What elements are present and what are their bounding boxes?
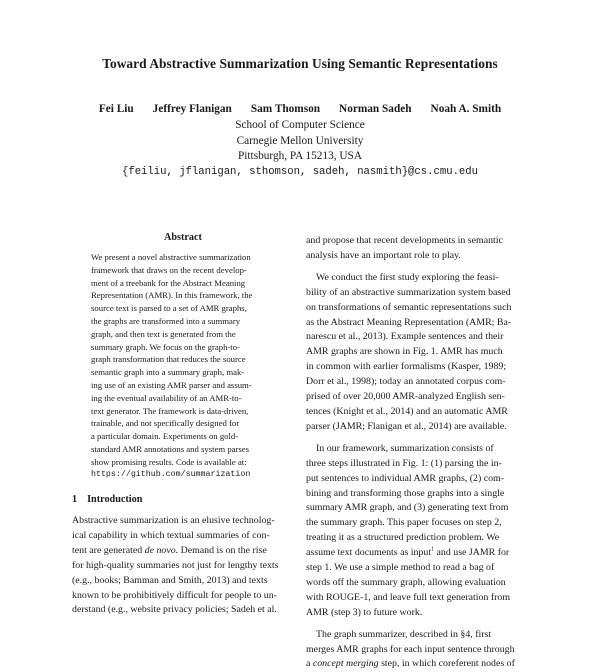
affiliation-university: Carnegie Mellon University (236, 135, 364, 147)
body-line: treating it as a structured prediction problem. We (306, 532, 500, 544)
paper-title: Toward Abstractive Summarization Using Semantic Representations (102, 56, 498, 71)
footnote-marker[interactable]: 1 (431, 546, 435, 553)
body-line: AMR graphs are shown in Fig. 1. AMR has much (306, 346, 503, 358)
author-name: Noah A. Smith (430, 103, 502, 115)
section-heading-introduction (72, 494, 142, 505)
body-line: in common with earlier formalisms (Kasper, 1989; (306, 361, 507, 373)
body-line: tent are generated de novo. Demand is on the rise (72, 544, 267, 556)
right-column-text (306, 234, 528, 672)
body-line: for high-quality summaries not just for lengthy texts (72, 559, 279, 571)
abstract-line: ing use of an existing AMR parser and assum- (91, 379, 252, 390)
abstract-line: standard AMR annotations and system parses (91, 443, 250, 454)
body-line: the summary graph. This paper focuses on step 2, (306, 517, 502, 529)
author-emails: {feiliu, jflanigan, sthomson, sadeh, nasmith}@cs.cmu.edu (121, 166, 478, 178)
abstract-line: show promising results. Code is available at: (91, 456, 247, 467)
section-number: 1 (72, 494, 78, 505)
abstract-line: graph, and then text is generated from the (91, 328, 236, 339)
body-line: (e.g., books; Bamman and Smith, 2013) and texts (72, 574, 268, 586)
body-line: ical capability in which textual summaries of con- (72, 529, 270, 541)
abstract-line: We present a novel abstractive summarization (91, 252, 251, 262)
body-line: and propose that recent developments in semantic (306, 235, 503, 246)
author-name: Norman Sadeh (339, 103, 412, 115)
abstract-line: a particular domain. Experiments on gold- (91, 431, 239, 442)
abstract-line: framework that draws on the recent develop- (91, 264, 247, 275)
body-line: prised of over 20,000 AMR-analyzed English sen- (306, 391, 505, 403)
body-line: on transformations of semantic representations such (306, 301, 512, 313)
body-line: We conduct the first study exploring the feasi- (316, 271, 499, 283)
section-title: Introduction (87, 494, 143, 505)
body-line: summary AMR graph, and (3) generating text from (306, 502, 509, 514)
body-line: words off the summary graph, allowing evaluation (306, 576, 506, 588)
affiliation-dept: School of Computer Science (235, 119, 365, 131)
abstract-line: ing the eventual availability of an AMR-to- (91, 392, 242, 403)
abstract-line: source text is parsed to a set of AMR graphs, (91, 303, 247, 314)
emphasis-text: de novo (144, 544, 176, 556)
author-name: Fei Liu (98, 103, 134, 115)
body-line: merges AMR graphs for each input sentence through (306, 643, 515, 655)
body-line: known to be prohibitively difficult for people to un- (72, 589, 277, 601)
body-line: a concept merging step, in which coreferent nodes of (306, 658, 515, 670)
abstract-line: ment of a treebank for the Abstract Meaning (91, 277, 246, 288)
body-line: tences (Knight et al., 2014) and an automatic AMR (306, 405, 508, 417)
body-line: narescu et al., 2013). Example sentences and their (306, 331, 504, 343)
body-line: In our framework, summarization consists of (316, 442, 494, 454)
author-list (0, 103, 600, 115)
body-line: three steps illustrated in Fig. 1: (1) parsing the in- (306, 457, 502, 469)
abstract-line: graph transformation that reduces the source (91, 354, 246, 365)
body-line: parser (JAMR; Flanigan et al., 2014) are available. (306, 420, 507, 432)
body-line: Abstractive summarization is an elusive technolog- (72, 515, 275, 526)
author-name: Sam Thomson (250, 103, 321, 115)
body-line: bining and transforming those graphs into a single (306, 487, 505, 499)
body-line: with ROUGE-1, and leave full text generation from (306, 591, 511, 603)
body-line: assume text documents as input$^1$ and use JAMR for (306, 546, 510, 559)
abstract-line: Representation (AMR). In this framework, the (91, 290, 253, 301)
body-line: Dorr et al., 1998); today an annotated corpus com- (306, 376, 506, 388)
author-name: Jeffrey Flanigan (152, 103, 232, 115)
abstract-heading: Abstract (164, 232, 202, 243)
abstract-line: trainable, and not specifically designed for (91, 418, 240, 429)
abstract-line: semantic graph into a summary graph, mak- (91, 367, 245, 378)
abstract-body (91, 251, 275, 481)
body-line: step 1. We use a simple method to read a bag of (306, 562, 495, 574)
body-line: The graph summarizer, described in §4, first (316, 628, 492, 640)
body-line: put sentences to individual AMR graphs, (2) com- (306, 472, 505, 484)
left-column-text (72, 514, 294, 618)
body-line: AMR (step 3) to future work. (306, 606, 423, 618)
abstract-line: text generator. The framework is data-driven, (91, 405, 249, 416)
affiliation-address: Pittsburgh, PA 15213, USA (238, 150, 362, 162)
body-line: analysis have an important role to play. (306, 249, 461, 261)
body-line: derstand (e.g., website privacy policies; Sadeh et al. (72, 604, 277, 616)
emphasis-text: concept merging (312, 658, 379, 670)
abstract-line: the graphs are transformed into a summary (91, 315, 241, 326)
body-line: as the Abstract Meaning Representation (AMR; Ba- (306, 316, 512, 328)
abstract-line: summary graph. We focus on the graph-to- (91, 341, 240, 352)
code-url-link[interactable]: https://github.com/summarization (91, 469, 251, 479)
body-line: bility of an abstractive summarization system based (306, 286, 511, 298)
